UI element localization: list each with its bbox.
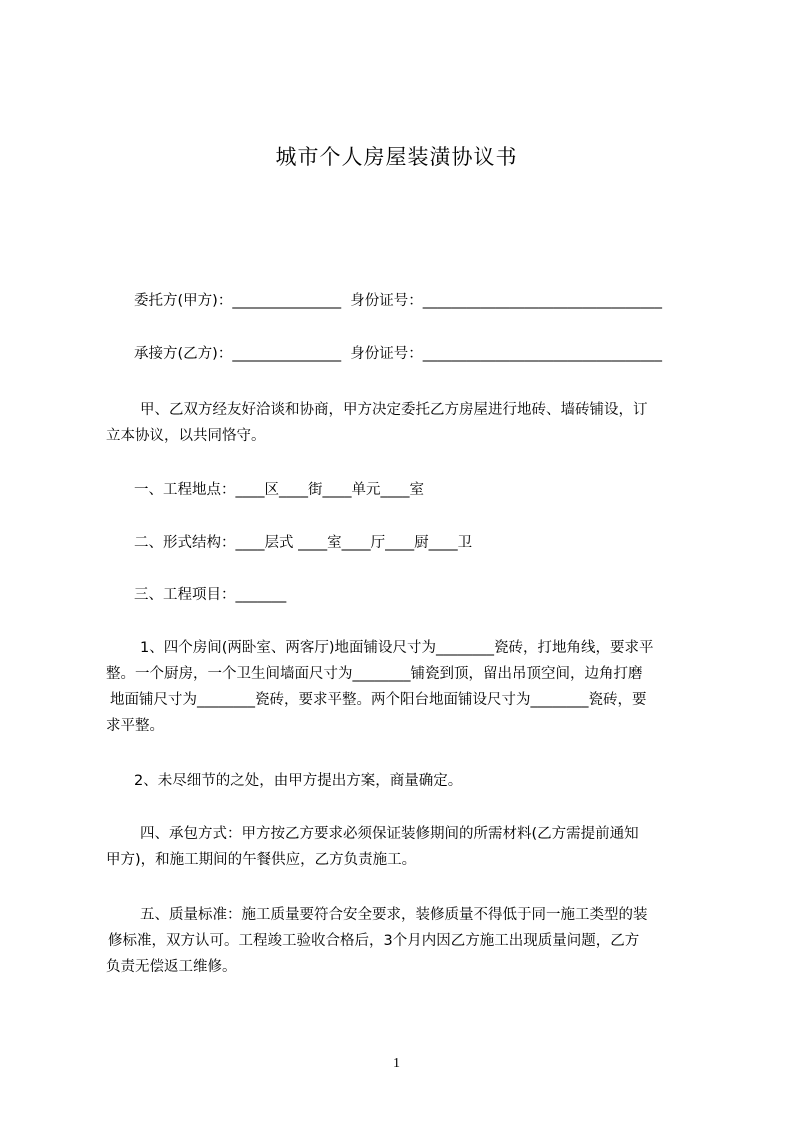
item-3-project: 三、工程项目：_______ bbox=[134, 587, 287, 603]
item-4-line-1: 四、承包方式：甲方按乙方要求必须保证装修期间的所需材料(乙方需提前通知 bbox=[140, 826, 639, 842]
item-5-line-1: 五、质量标准：施工质量要符合安全要求，装修质量不得低于同一施工类型的装 bbox=[140, 907, 648, 923]
clause-1-line-2: 整。一个厨房，一个卫生间墙面尺寸为________铺瓷到顶，留出吊顶空间，边角打磨 bbox=[106, 666, 643, 682]
intro-line-1: 甲、乙双方经友好洽谈和协商，甲方决定委托乙方房屋进行地砖、墙砖铺设，订 bbox=[140, 402, 648, 418]
clause-1-line-3: 地面铺尺寸为________瓷砖，要求平整。两个阳台地面铺设尺寸为________瓷砖，要 bbox=[110, 692, 647, 708]
clause-1-line-1: 1、四个房间(两卧室、两客厅)地面铺设尺寸为________瓷砖，打地角线，要求平 bbox=[140, 640, 654, 656]
item-5-line-2: 修标准，双方认可。工程竣工验收合格后，3个月内因乙方施工出现质量问题，乙方 bbox=[108, 933, 640, 949]
party-a-line: 委托方(甲方)：_______________ 身份证号：_________________________________ bbox=[134, 293, 663, 309]
intro-line-2: 立本协议，以共同恪守。 bbox=[106, 428, 266, 444]
document-title: 城市个人房屋装潢协议书 bbox=[275, 145, 518, 169]
clause-2: 2、未尽细节的之处，由甲方提出方案，商量确定。 bbox=[134, 773, 463, 789]
item-4-line-2: 甲方)，和施工期间的午餐供应，乙方负责施工。 bbox=[106, 852, 417, 868]
clause-1-line-4: 求平整。 bbox=[106, 718, 164, 734]
item-2-structure: 二、形式结构：____层式 ____室____厅____厨____卫 bbox=[134, 535, 473, 551]
party-b-line: 承接方(乙方)：_______________ 身份证号：_________________________________ bbox=[134, 346, 663, 362]
page-number: 1 bbox=[393, 1056, 400, 1071]
item-5-line-3: 负责无偿返工维修。 bbox=[106, 959, 237, 975]
item-1-location: 一、工程地点：____区____街____单元____室 bbox=[134, 482, 424, 498]
